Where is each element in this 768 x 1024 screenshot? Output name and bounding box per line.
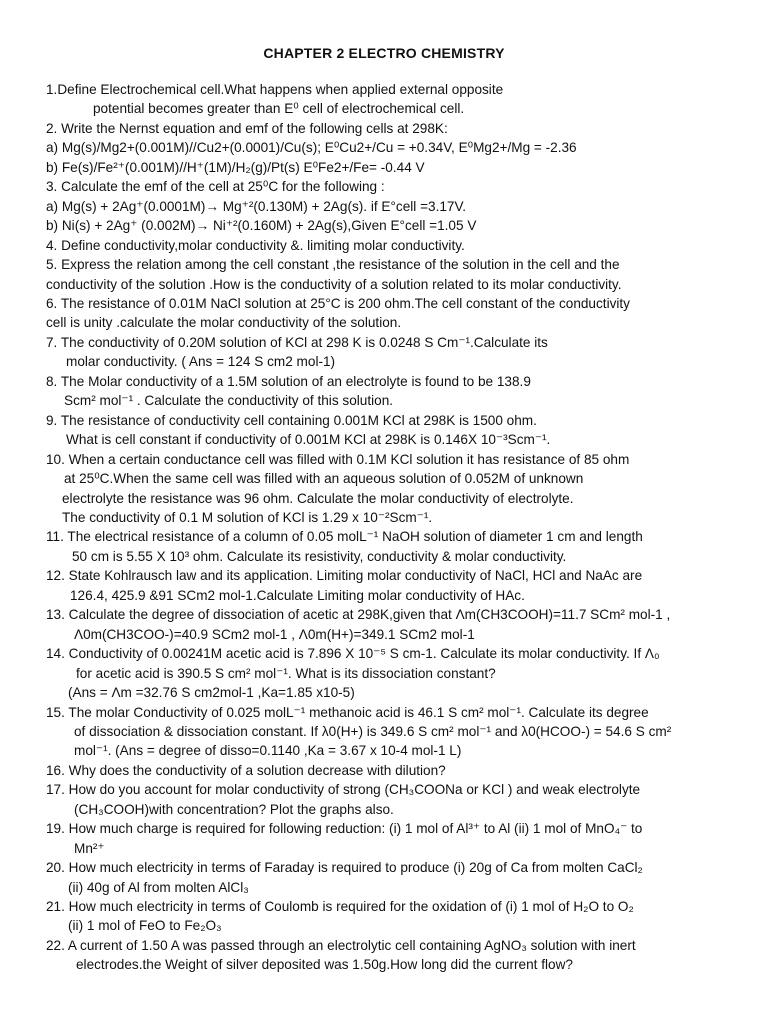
question-line: 21. How much electricity in terms of Coulomb is required for the oxidation of (i) 1 mol of H₂O to O₂ xyxy=(46,899,634,915)
question-line: 50 cm is 5.55 X 10³ ohm. Calculate its resistivity, conductivity & molar conductivity. xyxy=(72,548,567,564)
question-line: 13. Calculate the degree of dissociation of acetic at 298K,given that Λm(CH3COOH)=11.7 SCm² mol-1 , xyxy=(46,607,671,623)
question-line: 8. The Molar conductivity of a 1.5M solution of an electrolyte is found to be 138.9 xyxy=(46,373,531,389)
question-line: b) Fe(s)/Fe²⁺(0.001M)//H⁺(1M)/H₂(g)/Pt(s) E⁰Fe2+/Fe= -0.44 V xyxy=(46,159,425,175)
question-line: What is cell constant if conductivity of 0.001M KCl at 298K is 0.146X 10⁻³Scm⁻¹. xyxy=(66,432,551,448)
question-line: molar conductivity. ( Ans = 124 S cm2 mol-1) xyxy=(66,354,336,370)
question-line: conductivity of the solution .How is the conductivity of a solution related to its molar conductivity. xyxy=(46,276,622,292)
question-line: 16. Why does the conductivity of a solution decrease with dilution? xyxy=(46,762,446,778)
question-line: 11. The electrical resistance of a column of 0.05 molL⁻¹ NaOH solution of diameter 1 cm and length xyxy=(46,529,643,545)
question-line: electrodes.the Weight of silver deposited was 1.50g.How long did the current flow? xyxy=(76,957,573,973)
question-line: for acetic acid is 390.5 S cm² mol⁻¹. What is its dissociation constant? xyxy=(76,665,496,681)
question-line: 22. A current of 1.50 A was passed through an electrolytic cell containing AgNO₃ solution with inert xyxy=(46,937,636,953)
question-line: a) Mg(s)/Mg2+(0.001M)//Cu2+(0.0001)/Cu(s); E⁰Cu2+/Cu = +0.34V, E⁰Mg2+/Mg = -2.36 xyxy=(46,140,577,156)
question-line: b) Ni(s) + 2Ag⁺ (0.002M)→ Ni⁺²(0.160M) + 2Ag(s),Given E°cell =1.05 V xyxy=(46,218,477,234)
question-line: (ii) 1 mol of FeO to Fe₂O₃ xyxy=(68,918,222,934)
question-line: cell is unity .calculate the molar conductivity of the solution. xyxy=(46,315,402,331)
question-line: electrolyte the resistance was 96 ohm. Calculate the molar conductivity of electrolyte. xyxy=(62,490,574,506)
question-line: Λ0m(CH3COO-)=40.9 SCm2 mol-1 , Λ0m(H+)=349.1 SCm2 mol-1 xyxy=(74,626,475,642)
question-line: 5. Express the relation among the cell constant ,the resistance of the solution in the cell and the xyxy=(46,257,620,273)
question-line: 1.Define Electrochemical cell.What happens when applied external opposite xyxy=(46,82,504,97)
page-title: CHAPTER 2 ELECTRO CHEMISTRY xyxy=(263,45,505,61)
question-line: 4. Define conductivity,molar conductivity &. limiting molar conductivity. xyxy=(46,237,465,253)
question-line: 10. When a certain conductance cell was filled with 0.1M KCl solution it has resistance of 85 ohm xyxy=(46,451,630,467)
question-line: The conductivity of 0.1 M solution of KCl is 1.29 x 10⁻²Scm⁻¹. xyxy=(62,509,433,525)
question-line: a) Mg(s) + 2Ag⁺(0.0001M)→ Mg⁺²(0.130M) + 2Ag(s). if E°cell =3.17V. xyxy=(46,198,467,214)
question-line: 9. The resistance of conductivity cell containing 0.001M KCl at 298K is 1500 ohm. xyxy=(46,412,537,428)
question-line: Mn²⁺ xyxy=(74,840,105,856)
question-line: 14. Conductivity of 0.00241M acetic acid is 7.896 X 10⁻⁵ S cm-1. Calculate its molar conductivity. If Λ₀ xyxy=(46,646,660,662)
question-line: 3. Calculate the emf of the cell at 25⁰C for the following : xyxy=(46,179,385,195)
question-line: 20. How much electricity in terms of Faraday is required to produce (i) 20g of Ca from molten CaCl₂ xyxy=(46,860,643,876)
question-line: mol⁻¹. (Ans = degree of disso=0.1140 ,Ka = 3.67 x 10-4 mol-1 L) xyxy=(74,743,462,759)
question-line: 126.4, 425.9 &91 SCm2 mol-1.Calculate Limiting molar conductivity of HAc. xyxy=(70,587,525,603)
question-line: 2. Write the Nernst equation and emf of the following cells at 298K: xyxy=(46,120,448,136)
question-line: 19. How much charge is required for following reduction: (i) 1 mol of Al³⁺ to Al (ii) 1 mol of MnO₄⁻ to xyxy=(46,821,643,837)
question-line: 7. The conductivity of 0.20M solution of KCl at 298 K is 0.0248 S Cm⁻¹.Calculate its xyxy=(46,334,548,350)
question-line: 12. State Kohlrausch law and its application. Limiting molar conductivity of NaCl, HCl and NaAc are xyxy=(46,568,643,584)
question-line: 17. How do you account for molar conductivity of strong (CH₃COONa or KCl ) and weak electrolyte xyxy=(46,782,641,798)
question-line: Scm² mol⁻¹ . Calculate the conductivity of this solution. xyxy=(64,393,394,409)
question-line: (Ans = Λm =32.76 S cm2mol-1 ,Ka=1.85 x10-5) xyxy=(68,685,355,701)
question-line: potential becomes greater than E⁰ cell of electrochemical cell. xyxy=(93,101,465,117)
question-line: of dissociation & dissociation constant. If λ0(H+) is 349.6 S cm² mol⁻¹ and λ0(HCOO-) = 54.6 S cm² xyxy=(74,723,672,739)
question-line: (CH₃COOH)with concentration? Plot the graphs also. xyxy=(74,801,394,817)
question-line: 15. The molar Conductivity of 0.025 molL⁻¹ methanoic acid is 46.1 S cm² mol⁻¹. Calculate its degree xyxy=(46,704,649,720)
question-line: (ii) 40g of Al from molten AlCl₃ xyxy=(68,879,249,895)
question-line: at 25⁰C.When the same cell was filled with an aqueous solution of 0.052M of unknown xyxy=(64,471,584,487)
question-list xyxy=(46,80,746,975)
question-line: 6. The resistance of 0.01M NaCl solution at 25°C is 200 ohm.The cell constant of the conductivity xyxy=(46,295,630,311)
